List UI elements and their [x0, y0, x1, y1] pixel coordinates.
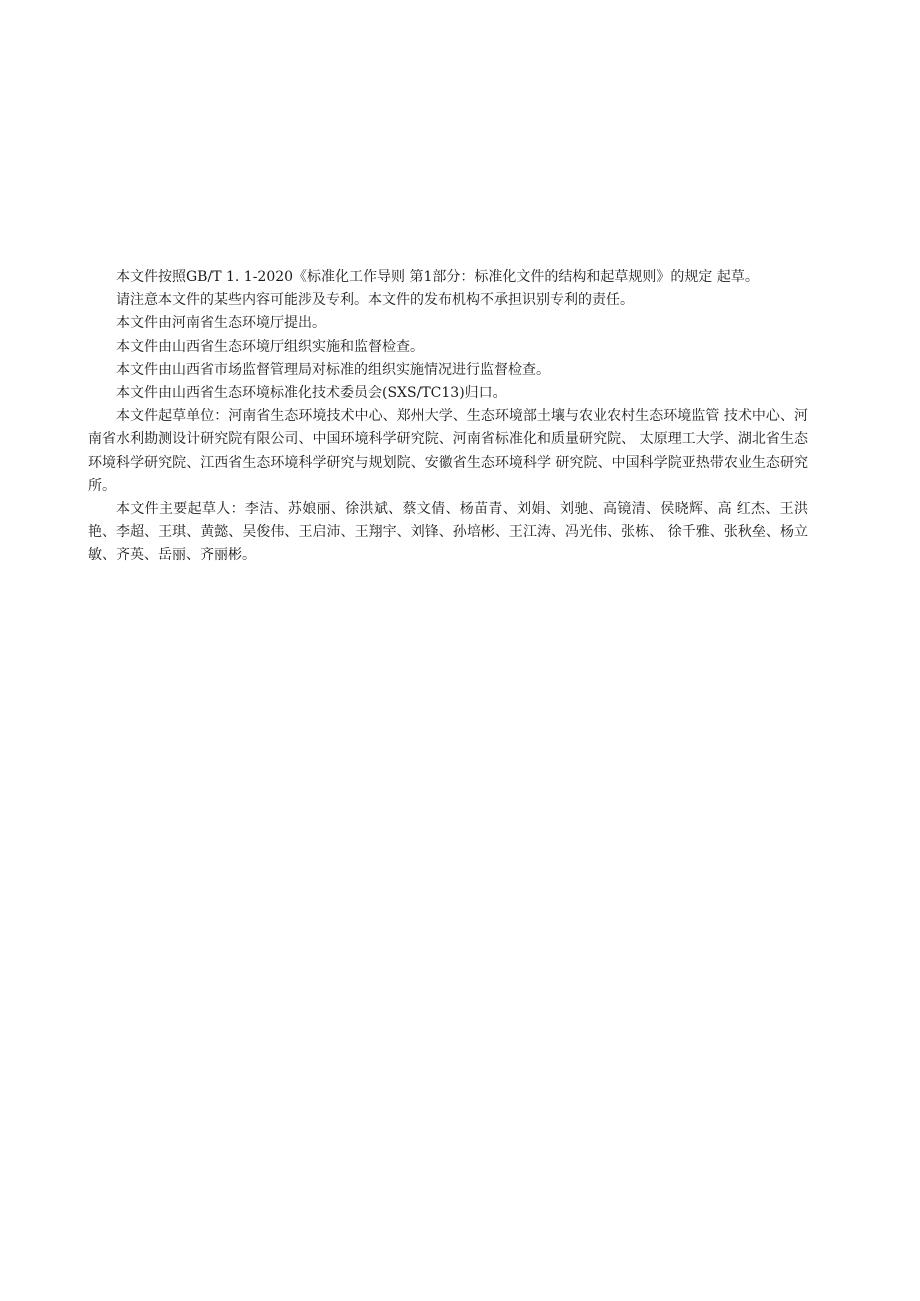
paragraph-patent-notice: 请注意本文件的某些内容可能涉及专利。本文件的发布机构不承担识别专利的责任。	[116, 292, 634, 309]
paragraph-drafting-units: 本文件起草单位：河南省生态环境技术中心、郑州大学、生态环境部土壤与农业农村生态环境监管 技术中心、河南省水利勘测设计研究院有限公司、中国环境科学研究院、河南省标准化和质量研究院、 太原理工大学、湖北省生态环境科学研究院、江西省生态环境科学研究与规划院、安徽省生态环境科学 研究院、中国科学院亚热带农业生态研究所。	[88, 408, 808, 494]
paragraph-implementation: 本文件由山西省生态环境厅组织实施和监督检查。	[116, 338, 424, 355]
paragraph-proposer: 本文件由河南省生态环境厅提出。	[116, 315, 326, 332]
foreword-section	[88, 266, 808, 568]
paragraph-main-drafters: 本文件主要起草人：李洁、苏娘丽、徐洪斌、蔡文倩、杨苗青、刘娟、刘驰、高镜清、侯晓辉、高 红杰、王洪艳、李超、王琪、黄懿、吴俊伟、王启沛、王翔宇、刘锋、孙培彬、王江涛、冯光伟、张栋、 徐千雅、张秋垒、杨立敏、齐英、岳丽、齐丽彬。	[88, 501, 808, 564]
paragraph-supervision: 本文件由山西省市场监督管理局对标准的组织实施情况进行监督检查。	[116, 361, 550, 378]
paragraph-centralized-management: 本文件由山西省生态环境标准化技术委员会(SXS/TC13)归口。	[116, 385, 507, 402]
paragraph-drafting-rules: 本文件按照GB/T 1. 1-2020《标准化工作导则 第1部分：标准化文件的结构和起草规则》的规定 起草。	[116, 269, 759, 285]
